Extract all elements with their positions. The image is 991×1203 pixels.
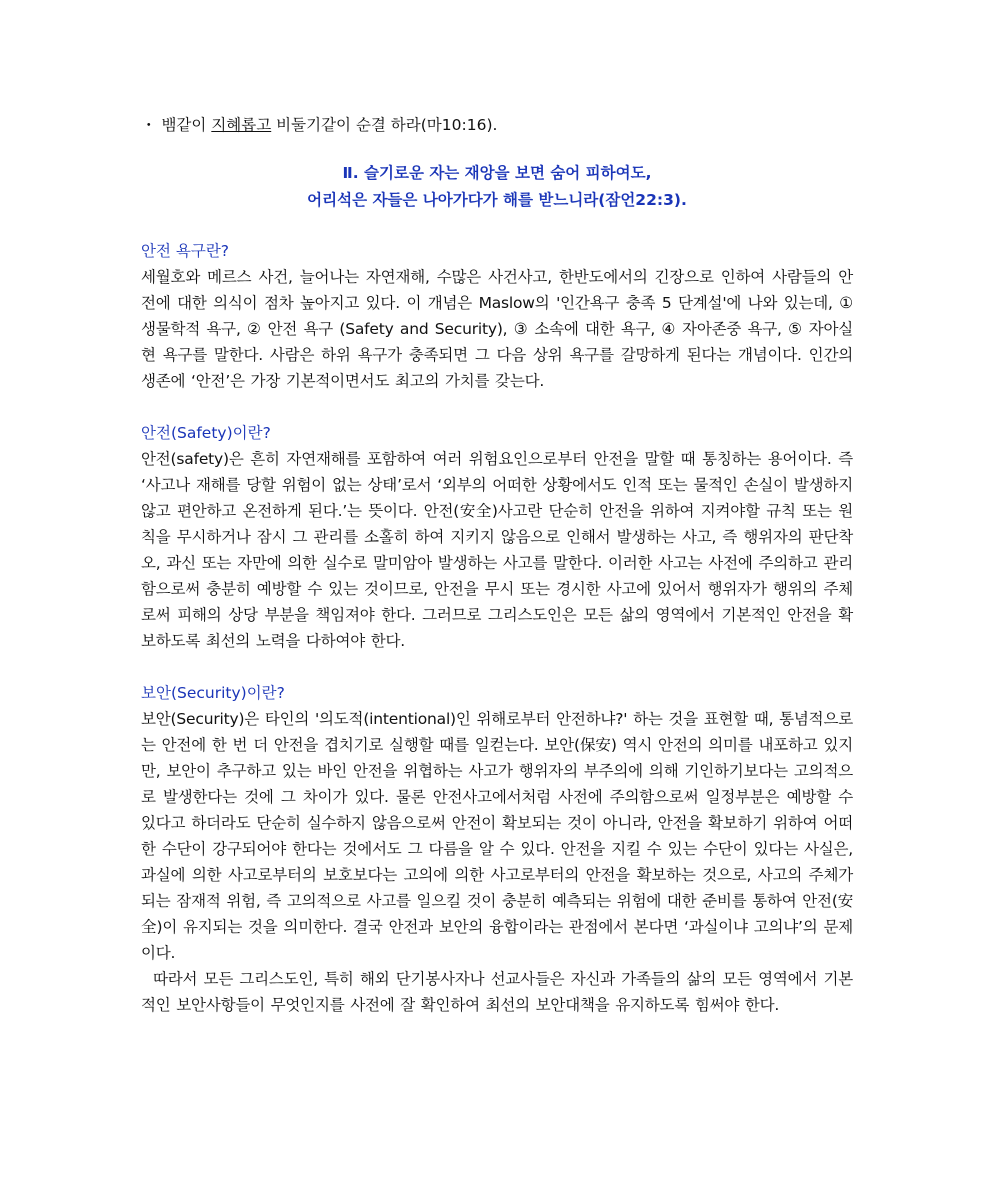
safety-heading: 안전(Safety)이란? bbox=[141, 424, 271, 442]
spacer bbox=[141, 654, 853, 680]
safety-needs-paragraph: 세월호와 메르스 사건, 늘어나는 자연재해, 수많은 사건사고, 한반도에서의 긴장으로 인하여 사람들의 안전에 대한 의식이 점차 높아지고 있다. 이 개념은 Maslow의 '인간욕구 충족 5 단계설'에 나와 있는데, ① 생물학적 욕구, ② 안전 욕구 (Safety and Security), ③ 소속에 대한 욕구, ④ 자아존중 욕구, ⑤ 자아실현 욕구를 말한다. 사람은 하위 욕구가 충족되면 그 다음 상위 욕구를 갈망하게 된다는 개념이다. 인간의 생존에 ‘안전’은 가장 기본적이면서도 최고의 가치를 갖는다. bbox=[141, 268, 853, 390]
bullet-text-pre: 뱀같이 bbox=[161, 116, 212, 134]
bullet-marker: ・ bbox=[141, 116, 157, 134]
bullet-text-post: 비둘기같이 순결 하라(마10:16). bbox=[271, 116, 498, 134]
bible-verse-bullet bbox=[141, 112, 853, 138]
section-title-line-1: Ⅱ. 슬기로운 자는 재앙을 보면 숨어 피하여도, bbox=[342, 164, 652, 182]
bullet-text-underlined: 지혜롭고 bbox=[211, 116, 272, 134]
section-title bbox=[141, 160, 853, 214]
security-heading: 보안(Security)이란? bbox=[141, 684, 285, 702]
document-body bbox=[141, 112, 853, 1018]
security-closing-paragraph: 따라서 모든 그리스도인, 특히 해외 단기봉사자나 선교사들은 자신과 가족들의 삶의 모든 영역에서 기본적인 보안사항들이 무엇인지를 사전에 잘 확인하여 최선의 보안대책을 유지하도록 힘써야 한다. bbox=[141, 970, 853, 1014]
section-title-line-2: 어리석은 자들은 나아가다가 해를 받느니라(잠언22:3). bbox=[307, 191, 687, 209]
spacer bbox=[141, 394, 853, 420]
safety-needs-heading: 안전 욕구란? bbox=[141, 242, 230, 260]
safety-paragraph: 안전(safety)은 흔히 자연재해를 포함하여 여러 위험요인으로부터 안전을 말할 때 통칭하는 용어이다. 즉 ‘사고나 재해를 당할 위험이 없는 상태’로서 ‘외부의 어떠한 상황에서도 인적 또는 물적인 손실이 발생하지 않고 편안하고 온전하게 된다.’는 뜻이다. 안전(安全)사고란 단순히 안전을 위하여 지켜야할 규칙 또는 원칙을 무시하거나 잠시 그 관리를 소홀히 하여 지키지 않음으로 인해서 발생하는 사고, 즉 행위자의 판단착오, 과신 또는 자만에 의한 실수로 말미암아 발생하는 사고를 말한다. 이러한 사고는 사전에 주의하고 관리함으로써 충분히 예방할 수 있는 것이므로, 안전을 무시 또는 경시한 사고에 있어서 행위자가 행위의 주체로써 피해의 상당 부분을 책임져야 한다. 그러므로 그리스도인은 모든 삶의 영역에서 기본적인 안전을 확보하도록 최선의 노력을 다하여야 한다. bbox=[141, 450, 853, 650]
security-paragraph: 보안(Security)은 타인의 '의도적(intentional)인 위해로부터 안전하냐?' 하는 것을 표현할 때, 통념적으로는 안전에 한 번 더 안전을 겹치기로 실행할 때를 일컫는다. 보안(保安) 역시 안전의 의미를 내포하고 있지만, 보안이 추구하고 있는 바인 안전을 위협하는 사고가 행위자의 부주의에 의해 기인하기보다는 고의적으로 발생한다는 것에 그 차이가 있다. 물론 안전사고에서처럼 사전에 주의함으로써 일정부분은 예방할 수 있다고 하더라도 단순히 실수하지 않음으로써 안전이 확보되는 것이 아니라, 안전을 확보하기 위하여 어떠한 수단이 강구되어야 한다는 것에서도 그 다름을 알 수 있다. 안전을 지킬 수 있는 수단이 있다는 사실은, 과실에 의한 사고로부터의 보호보다는 고의에 의한 사고로부터의 안전을 확보하는 것으로, 사고의 주체가 되는 잠재적 위험, 즉 고의적으로 사고를 일으킬 것이 충분히 예측되는 위험에 대한 준비를 통하여 안전(安全)이 유지되는 것을 의미한다. 결국 안전과 보안의 융합이라는 관점에서 본다면 ‘과실이냐 고의냐’의 문제이다. bbox=[141, 710, 853, 962]
